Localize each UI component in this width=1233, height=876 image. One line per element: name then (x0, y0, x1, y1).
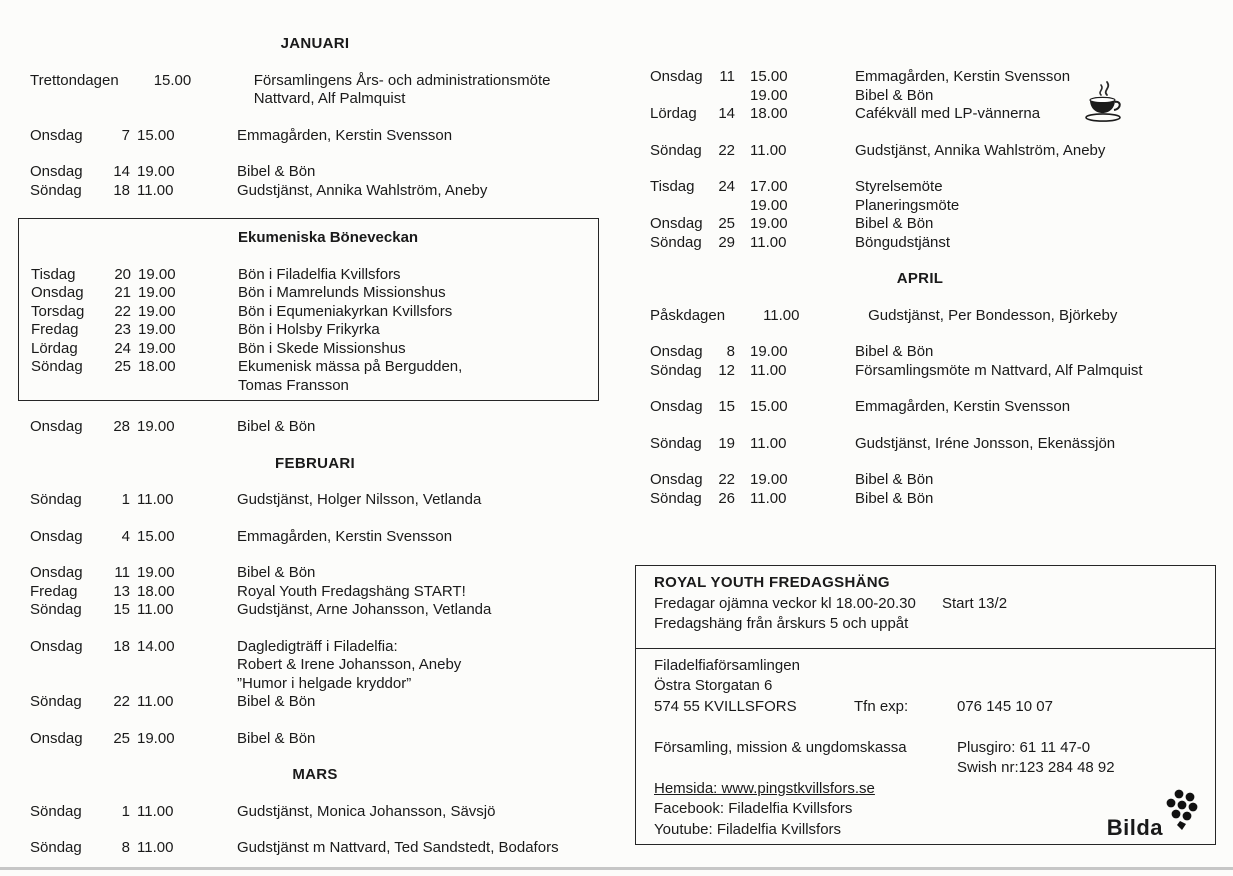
event-row (31, 321, 586, 340)
event-description (237, 418, 315, 437)
event-time: 17.00 (750, 178, 788, 195)
event-description-line: Bibel & Bön (855, 489, 934, 507)
event-day: Fredag (31, 321, 79, 338)
event-group (30, 528, 600, 547)
event-day: Onsdag (650, 471, 703, 488)
event-group (650, 307, 1190, 326)
website-link[interactable]: Hemsida: www.pingstkvillsfors.se (654, 779, 875, 797)
event-description-line: ”Humor i helgade kryddor” (237, 674, 412, 692)
swish-row (654, 758, 1197, 779)
event-time: 11.00 (750, 489, 787, 507)
event-row (31, 303, 586, 322)
bilda-logo-text: Bilda (1106, 814, 1163, 840)
event-time: 11.00 (137, 839, 174, 856)
event-time: 19.00 (750, 343, 788, 360)
event-description (855, 471, 933, 490)
event-description (254, 72, 551, 109)
event-time: 19.00 (138, 339, 176, 357)
event-description-line: Bibel & Bön (237, 163, 316, 180)
event-date: 11 (719, 68, 735, 85)
event-row (30, 418, 600, 437)
event-date: 1 (121, 491, 130, 508)
event-description (237, 638, 461, 694)
event-description-line: Gudstjänst, Holger Nilsson, Vetlanda (237, 491, 482, 508)
event-description (237, 693, 315, 712)
plusgiro-number: Plusgiro: 61 11 47-0 (957, 738, 1091, 756)
event-description (238, 340, 406, 359)
event-description (237, 163, 315, 182)
event-time: 11.00 (763, 306, 800, 324)
event-description-line: Gudstjänst, Annika Wahlström, Aneby (855, 141, 1106, 159)
event-description (855, 234, 950, 253)
event-description-line: Bön i Holsby Frikyrka (238, 321, 380, 338)
event-row (30, 491, 600, 510)
event-time: 11.00 (137, 802, 174, 820)
event-day: Onsdag (650, 68, 703, 85)
event-group (30, 803, 600, 822)
event-row (650, 435, 1190, 454)
event-date: 14 (113, 163, 130, 180)
event-row (31, 358, 586, 395)
event-row (31, 340, 586, 359)
event-day: Onsdag (30, 637, 83, 655)
event-row (30, 803, 600, 822)
event-description-line: Styrelsemöte (855, 178, 943, 195)
event-row (30, 182, 600, 201)
church-name: Filadelfiaförsamlingen (654, 656, 800, 674)
event-description-line: Tomas Fransson (238, 376, 349, 394)
event-time: 19.00 (137, 564, 175, 581)
event-description (238, 321, 380, 340)
event-description (237, 491, 481, 510)
event-description-line: Bön i Equmeniakyrkan Kvillsfors (238, 302, 453, 320)
event-group (650, 142, 1190, 161)
event-description-line: Emmagården, Kerstin Svensson (855, 68, 1071, 85)
event-description-line: Bibel & Bön (855, 471, 934, 488)
event-time: 15.00 (750, 68, 788, 85)
event-row (650, 362, 1190, 381)
event-date: 22 (114, 302, 131, 320)
event-description (238, 284, 446, 303)
church-street: Östra Storgatan 6 (654, 677, 773, 694)
event-description-line: Bibel & Bön (237, 693, 316, 710)
event-description (855, 178, 943, 197)
event-time: 19.00 (750, 215, 788, 232)
event-date: 18 (113, 181, 130, 199)
event-date: 22 (113, 693, 130, 710)
event-row (650, 178, 1190, 197)
event-row (31, 284, 586, 303)
event-date: 26 (718, 489, 735, 507)
event-day: Söndag (30, 693, 82, 710)
event-day: Onsdag (30, 564, 83, 581)
event-row (30, 601, 600, 620)
event-description (855, 490, 933, 509)
event-group (30, 638, 600, 712)
event-description-line: Robert & Irene Johansson, Aneby (237, 656, 462, 673)
event-date: 1 (121, 802, 130, 820)
event-row (30, 528, 600, 547)
event-date: 19 (718, 434, 735, 452)
event-description-line: Bibel & Bön (855, 343, 934, 360)
event-description (237, 127, 452, 146)
event-description (855, 362, 1143, 381)
event-row (30, 163, 600, 182)
event-row (30, 638, 600, 694)
event-row (650, 471, 1190, 490)
event-date: 21 (114, 284, 131, 301)
event-description (238, 266, 401, 285)
event-time: 18.00 (138, 358, 176, 375)
event-date: 18 (113, 637, 130, 655)
event-day: Tisdag (31, 265, 76, 283)
royal-youth-age-note: Fredagshäng från årskurs 5 och uppåt (654, 615, 909, 632)
event-description-line: Emmagården, Kerstin Svensson (237, 126, 453, 144)
event-time: 11.00 (750, 141, 787, 159)
event-description-line: Royal Youth Fredagshäng START! (237, 582, 466, 600)
month-header: MARS (292, 766, 338, 783)
event-description (237, 583, 466, 602)
event-day: Påskdagen (650, 306, 726, 324)
event-description-line: Församlingsmöte m Nattvard, Alf Palmquist (855, 361, 1143, 379)
bilda-dots-icon (1163, 788, 1203, 839)
event-time: 11.00 (137, 601, 174, 618)
event-description-line: Bön i Mamrelunds Missionshus (238, 284, 446, 301)
event-date: 25 (718, 215, 735, 232)
event-date: 25 (114, 358, 131, 375)
event-description-line: Bibel & Bön (237, 564, 316, 581)
event-row (30, 839, 600, 858)
event-row (30, 72, 600, 109)
event-date: 23 (114, 321, 131, 338)
event-description-line: Gudstjänst m Nattvard, Ted Sandstedt, Bodafors (237, 839, 559, 856)
event-day: Onsdag (30, 126, 83, 144)
event-day: Trettondagen (30, 71, 119, 89)
event-day: Lördag (650, 105, 697, 122)
event-description-line: Emmagården, Kerstin Svensson (855, 398, 1071, 415)
event-row (650, 215, 1190, 234)
event-group (650, 435, 1190, 454)
event-description (855, 142, 1105, 161)
event-time: 18.00 (137, 582, 175, 600)
event-row (650, 197, 1190, 216)
event-description-line: Gudstjänst, Arne Johansson, Vetlanda (237, 601, 492, 618)
event-day: Söndag (30, 802, 82, 820)
event-description-line: Dagledigträff i Filadelfia: (237, 637, 398, 655)
event-description (237, 528, 452, 547)
event-description (237, 839, 559, 858)
event-day: Tisdag (650, 178, 695, 195)
event-description-line: Gudstjänst, Iréne Jonsson, Ekenässjön (855, 434, 1116, 452)
event-description-line: Bön i Filadelfia Kvillsfors (238, 265, 401, 283)
event-description-line: Bibel & Bön (237, 418, 316, 435)
event-day: Söndag (30, 839, 82, 856)
event-description-line: Böngudstjänst (855, 233, 951, 251)
event-description (237, 803, 495, 822)
event-description-line: Ekumenisk mässa på Bergudden, (238, 358, 463, 375)
event-date: 8 (121, 839, 130, 856)
event-group (650, 178, 1190, 252)
event-row (650, 490, 1190, 509)
event-description (855, 197, 959, 216)
event-time: 19.00 (750, 196, 788, 214)
event-description (855, 435, 1115, 454)
event-group (650, 471, 1190, 508)
event-time: 18.00 (750, 105, 788, 122)
event-time: 14.00 (137, 637, 175, 655)
event-description (238, 229, 418, 248)
event-time: 19.00 (138, 284, 176, 301)
event-row (30, 564, 600, 583)
schedule-column-left (30, 35, 600, 876)
event-day: Fredag (30, 582, 78, 600)
event-time: 19.00 (137, 418, 175, 435)
event-group (650, 398, 1190, 417)
event-row (650, 398, 1190, 417)
contact-section (636, 649, 1215, 845)
event-description (855, 68, 1070, 87)
event-group (30, 730, 600, 749)
event-day: Söndag (650, 361, 702, 379)
event-description (238, 358, 462, 395)
event-description (855, 398, 1070, 417)
event-date: 7 (121, 126, 130, 144)
event-time: 11.00 (137, 693, 174, 710)
event-date: 12 (718, 361, 735, 379)
event-group (30, 163, 600, 200)
event-time: 15.00 (750, 398, 788, 415)
event-row (30, 693, 600, 712)
event-time: 11.00 (750, 361, 787, 379)
event-day: Söndag (31, 358, 83, 375)
event-day: Söndag (650, 233, 702, 251)
event-date: 25 (113, 729, 130, 747)
event-row (30, 730, 600, 749)
event-row (30, 583, 600, 602)
event-time: 19.00 (138, 302, 176, 320)
phone-number: 076 145 10 07 (957, 697, 1053, 715)
event-row (650, 343, 1190, 362)
youtube-line: Youtube: Filadelfia Kvillsfors (654, 820, 842, 838)
page-footer-bar (0, 867, 1233, 870)
event-day: Söndag (650, 434, 702, 452)
event-group (650, 343, 1190, 380)
event-description (855, 87, 933, 106)
royal-youth-section (636, 566, 1215, 649)
phone-label: Tfn exp: (854, 697, 909, 715)
month-header: FEBRUARI (275, 454, 355, 472)
event-description-line: Bön i Skede Missionshus (238, 339, 406, 357)
event-day: Torsdag (31, 302, 85, 320)
event-time: 11.00 (750, 434, 787, 452)
royal-youth-title: ROYAL YOUTH FREDAGSHÄNG (654, 574, 890, 591)
accounts-label: Församling, mission & ungdomskassa (654, 738, 907, 756)
event-day: Onsdag (650, 343, 703, 360)
royal-youth-schedule: Fredagar ojämna veckor kl 18.00-20.30 (654, 594, 916, 612)
event-description-line: Emmagården, Kerstin Svensson (237, 527, 453, 545)
event-day: Söndag (30, 491, 82, 508)
event-group (30, 72, 600, 109)
event-time: 15.00 (137, 126, 175, 144)
event-description (868, 307, 1117, 326)
event-description (237, 564, 315, 583)
event-description (855, 105, 1040, 124)
event-date: 4 (121, 527, 130, 545)
event-row (650, 142, 1190, 161)
event-description-line: Bibel & Bön (855, 215, 934, 232)
event-time: 19.00 (137, 163, 175, 180)
event-row (650, 307, 1190, 326)
event-description-line: Planeringsmöte (855, 196, 960, 214)
month-header: JANUARI (280, 35, 350, 52)
event-time: 19.00 (138, 265, 176, 283)
event-time: 11.00 (750, 233, 787, 251)
event-day: Onsdag (30, 163, 83, 180)
event-group (30, 491, 600, 510)
event-description-line: Gudstjänst, Annika Wahlström, Aneby (237, 181, 488, 199)
coffee-cup-icon (1080, 80, 1130, 132)
event-time: 19.00 (750, 471, 788, 488)
event-time: 19.00 (137, 729, 175, 747)
event-date: 24 (114, 339, 131, 357)
event-day: Onsdag (31, 284, 84, 301)
event-date: 14 (718, 105, 735, 122)
event-day: Lördag (31, 339, 78, 357)
event-date: 24 (718, 178, 735, 195)
facebook-line: Facebook: Filadelfia Kvillsfors (654, 800, 853, 817)
event-date: 13 (113, 582, 130, 600)
event-description-line: Nattvard, Alf Palmquist (253, 90, 406, 107)
event-description-line: Gudstjänst, Per Bondesson, Björkeby (868, 306, 1118, 324)
info-box (635, 565, 1216, 845)
spacer (654, 717, 1197, 738)
event-description (237, 182, 487, 201)
event-time: 11.00 (137, 181, 174, 199)
event-description-line: Församlingens Års- och administrationsmöte (253, 71, 551, 89)
church-postal-phone-row (654, 697, 1197, 718)
event-day: Söndag (30, 601, 82, 618)
event-description-line: Cafékväll med LP-vännerna (855, 105, 1041, 122)
event-day: Söndag (650, 141, 702, 159)
event-description (855, 343, 933, 362)
event-day: Onsdag (30, 527, 83, 545)
event-date: 22 (718, 141, 735, 159)
event-date: 28 (113, 418, 130, 435)
event-day: Söndag (30, 181, 82, 199)
prayer-week-box-title (31, 229, 586, 248)
event-time: 19.00 (138, 321, 176, 338)
royal-youth-schedule-line (654, 594, 1197, 615)
event-description (238, 303, 452, 322)
event-date: 15 (113, 601, 130, 618)
swish-number: Swish nr:123 284 48 92 (957, 759, 1115, 776)
event-row (31, 266, 586, 285)
event-description-line: Bibel & Bön (855, 86, 934, 104)
accounts-row (654, 738, 1197, 759)
event-date: 22 (718, 471, 735, 488)
event-description-line: Bibel & Bön (237, 729, 316, 747)
event-description-line: Gudstjänst, Monica Johansson, Sävsjö (237, 802, 496, 820)
event-date: 11 (114, 564, 130, 581)
schedule-column-right (650, 68, 1190, 526)
event-day: Onsdag (650, 398, 703, 415)
event-date: 15 (718, 398, 735, 415)
event-description (237, 730, 315, 749)
event-group (30, 127, 600, 146)
bilda-logo (1107, 788, 1203, 839)
event-day: Onsdag (650, 215, 703, 232)
month-header: APRIL (896, 270, 944, 287)
event-date: 8 (726, 343, 735, 360)
event-group (30, 564, 600, 620)
event-time: 15.00 (153, 71, 192, 89)
royal-youth-start-note: Start 13/2 (942, 594, 1008, 612)
event-date: 29 (718, 233, 735, 251)
event-description (855, 215, 933, 234)
event-description (237, 601, 491, 620)
event-time: 15.00 (137, 527, 175, 545)
event-description-line: Ekumeniska Böneveckan (238, 229, 419, 246)
church-postal-city: 574 55 KVILLSFORS (654, 697, 797, 715)
event-group (30, 418, 600, 437)
event-date: 20 (114, 265, 131, 283)
event-day: Onsdag (30, 418, 83, 435)
event-group (30, 839, 600, 858)
event-time: 11.00 (137, 491, 174, 508)
event-day: Onsdag (30, 729, 83, 747)
event-row (30, 127, 600, 146)
prayer-week-box (18, 218, 599, 401)
event-time: 19.00 (750, 86, 788, 104)
event-day: Söndag (650, 489, 702, 507)
event-row (650, 234, 1190, 253)
